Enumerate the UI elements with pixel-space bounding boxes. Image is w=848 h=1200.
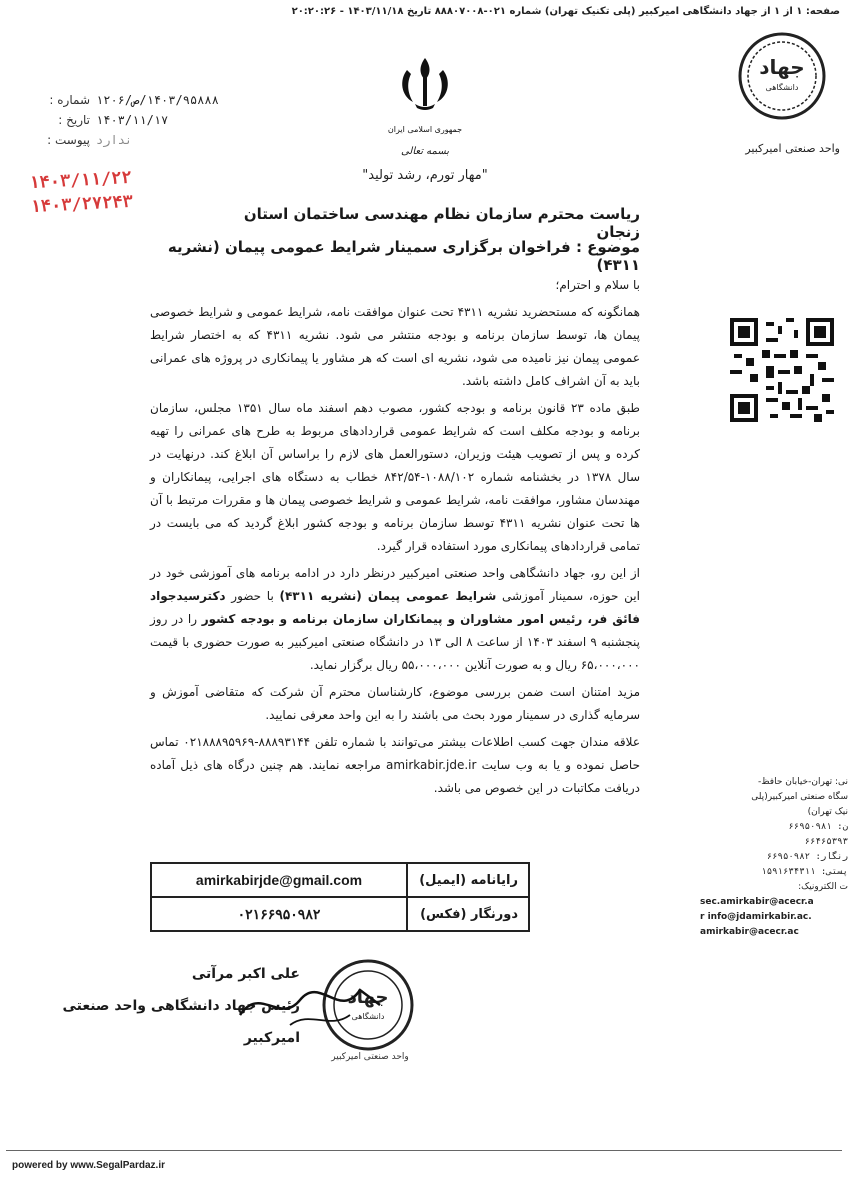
contact-row-email	[151, 863, 529, 897]
meta-attach-row	[36, 130, 296, 150]
meta-number-row	[36, 90, 296, 110]
address-block	[700, 775, 848, 940]
meta-date-value: ۱۴۰۳/۱۱/۱۷	[96, 113, 169, 127]
address-phone-2: ۶۶۴۶۵۳۹۳	[804, 837, 848, 847]
contact-row-fax	[151, 897, 529, 931]
meta-date-row	[36, 110, 296, 130]
bism-text: بسمه تعالی	[400, 146, 450, 157]
emblem-caption: جمهوری اسلامی ایران	[387, 125, 463, 134]
meta-date-label: تاریخ :	[58, 113, 90, 127]
fax-header-line: صفحه: ۱ از ۱ از جهاد دانشگاهی امیرکبیر (پلی تکنیک تهران) شماره ۰۲۱-۸۸۸۰۷۰۰۸ تاریخ ۱۴۰۳/۱۱/۱۸ - ۲۰:۲۰:۲۶	[291, 6, 840, 17]
meta-number-label: شماره :	[49, 93, 90, 107]
p3-part-c: با حضور	[231, 589, 274, 603]
meta-attach-label: پیوست :	[47, 133, 90, 147]
signer-title-2: امیرکبیر	[243, 1030, 300, 1046]
meta-number-value: ۱۴۰۳/۹۵۸۸۸/ص/۱۲۰۶	[96, 93, 219, 107]
seal-caption: واحد صنعتی امیرکبیر	[331, 1052, 409, 1062]
address-line-3: نیک تهران)	[807, 807, 848, 817]
letter-recipient: ریاست محترم سازمان نظام مهندسی ساختمان استان زنجان	[243, 205, 640, 241]
letter-meta	[36, 90, 296, 150]
jahad-logo	[736, 30, 828, 122]
contact-table	[150, 862, 530, 932]
fax-label: دورنگار (فکس)	[407, 897, 529, 931]
handwritten-signature-icon	[230, 975, 390, 1035]
stamp-number: ۱۴۰۳/۲۷۲۴۳	[30, 191, 134, 218]
email-value: amirkabirjde@gmail.com	[151, 863, 407, 897]
address-email-title: ت الکترونیک:	[798, 882, 848, 892]
qr-code-icon	[730, 318, 834, 422]
motto-text: "مهار تورم، رشد تولید"	[362, 168, 488, 183]
email-label: رایانامه (ایمیل)	[407, 863, 529, 897]
iran-emblem-icon	[385, 52, 465, 142]
body-paragraph-3	[150, 562, 640, 677]
address-line-2: سگاه صنعتی امیرکبیر(پلی	[751, 792, 848, 802]
p3-seminar-title: شرایط عمومی پیمان (نشریه ۴۳۱۱)	[279, 589, 497, 603]
signer-name: علی اکبر مرآتی	[191, 966, 300, 982]
letter-body	[150, 274, 640, 804]
address-email-3: amirkabir@acecr.ac	[700, 927, 799, 937]
address-fax: رنگار: ۶۶۹۵۰۹۸۲	[766, 852, 848, 862]
letter-greeting: با سلام و احترام؛	[555, 278, 640, 292]
body-paragraph-1: همانگونه که مستحضرید نشریه ۴۳۱۱ تحت عنوان موافقت نامه، شرایط عمومی و شرایط خصوصی پیمان ها، توسط سازمان برنامه و بودجه منتشر می شود. نشریه ۴۳۱۱ که به اختصار شرایط عمومی پیمان نیز نامیده می شود، نشریه ای است که هر مشاور یا پیمانکاری در پروژه های عمرانی باید به آن اشراف کامل داشته باشد.	[150, 305, 641, 388]
address-postal: پستی: ۱۵۹۱۶۳۴۳۱۱	[761, 867, 848, 877]
meta-attach-value: ندارد	[96, 133, 133, 147]
registration-stamp	[29, 163, 231, 221]
p3-speaker: دکترسیدجواد فائق فر، رئیس امور مشاوران و پیمانکاران سازمان برنامه و بودجه کشور	[150, 589, 640, 626]
address-email-2: r info@jdamirkabir.ac.	[700, 912, 812, 922]
letter-subject: موضوع : فراخوان برگزاری سمینار شرایط عمومی پیمان (نشریه ۴۳۱۱)	[167, 238, 640, 274]
seal-sub-text: دانشگاهی	[351, 1012, 385, 1021]
address-phone-1: ن: ۶۶۹۵۰۹۸۱	[788, 822, 848, 832]
unit-name: واحد صنعتی امیرکبیر	[745, 142, 840, 155]
logo-brand-text: جهاد	[759, 55, 805, 79]
logo-sub-text: دانشگاهی	[765, 83, 799, 92]
stamp-date: ۱۴۰۳/۱۱/۲۲	[28, 167, 133, 194]
seal-brand-text: جهاد	[347, 987, 389, 1008]
footer-divider	[6, 1150, 842, 1151]
body-paragraph-5: علاقه مندان جهت کسب اطلاعات بیشتر می‌توانند با شماره تلفن ۸۸۸۹۳۱۴۴-۰۲۱۸۸۸۹۵۹۶۹ تماس حاصل نموده و یا به وب سایت amirkabir.jde.ir مراجعه نمایند. هم چنین درگاه های ذیل آماده دریافت مکاتبات در این خصوص می باشد.	[150, 735, 640, 795]
p3-part-e: را در روز پنجشنبه ۹ اسفند ۱۴۰۳ از ساعت ۸ الی ۱۳ در دانشگاه صنعتی امیرکبیر به صورت حضوری با قیمت ۶۵،۰۰۰،۰۰۰ ریال و به صورت آنلاین ۵۵،۰۰۰،۰۰۰ ریال برگزار نماید.	[150, 612, 641, 672]
p3-part-a: از این رو، جهاد دانشگاهی واحد صنعتی امیرکبیر درنظر دارد در ادامه برنامه های آموزشی خود در این حوزه، سمینار آموزشی	[150, 566, 640, 603]
powered-by-text: powered by www.SegalPardaz.ir	[12, 1160, 166, 1171]
address-email-1: sec.amirkabir@acecr.a	[700, 897, 814, 907]
address-line-1: نی: تهران-خیابان حافظ-	[757, 777, 848, 787]
body-paragraph-2: طبق ماده ۲۳ قانون برنامه و بودجه کشور، مصوب دهم اسفند ماه سال ۱۳۵۱ مجلس، سازمان برنامه و بودجه مکلف است که شرایط عمومی قراردادهای مربوط به طرح های عمرانی را تهیه کرده و پس از تصویب هیئت وزیران، دستورالعمل های لازم را براساس آن ابلاغ کند. درنهایت در سال ۱۳۷۸ در بخشنامه شماره ۱۰۸۸/۱۰۲-۸۴۲/۵۴ خطاب به دستگاه های اجرایی، پیمانکاران و مهندسان مشاور، موافقت نامه، شرایط عمومی و شرایط خصوصی پیمان ها و مقررات مرتبط با آن ها تحت عنوان نشریه ۴۳۱۱ توسط سازمان برنامه و بودجه کشور ابلاغ گردید که می بایست در تمامی قراردادهای پیمانکاری مورد استفاده قرار گیرد.	[150, 401, 640, 553]
body-paragraph-4: مزید امتنان است ضمن بررسی موضوع، کارشناسان محترم آن شرکت که متقاضی آموزش و سرمایه گذاری در سمینار مورد بحث می باشند را به این واحد معرفی نمایید.	[150, 685, 640, 722]
signer-title-1: رئیس جهاد دانشگاهی واحد صنعتی	[62, 998, 300, 1014]
fax-value: ۰۲۱۶۶۹۵۰۹۸۲	[151, 897, 407, 931]
